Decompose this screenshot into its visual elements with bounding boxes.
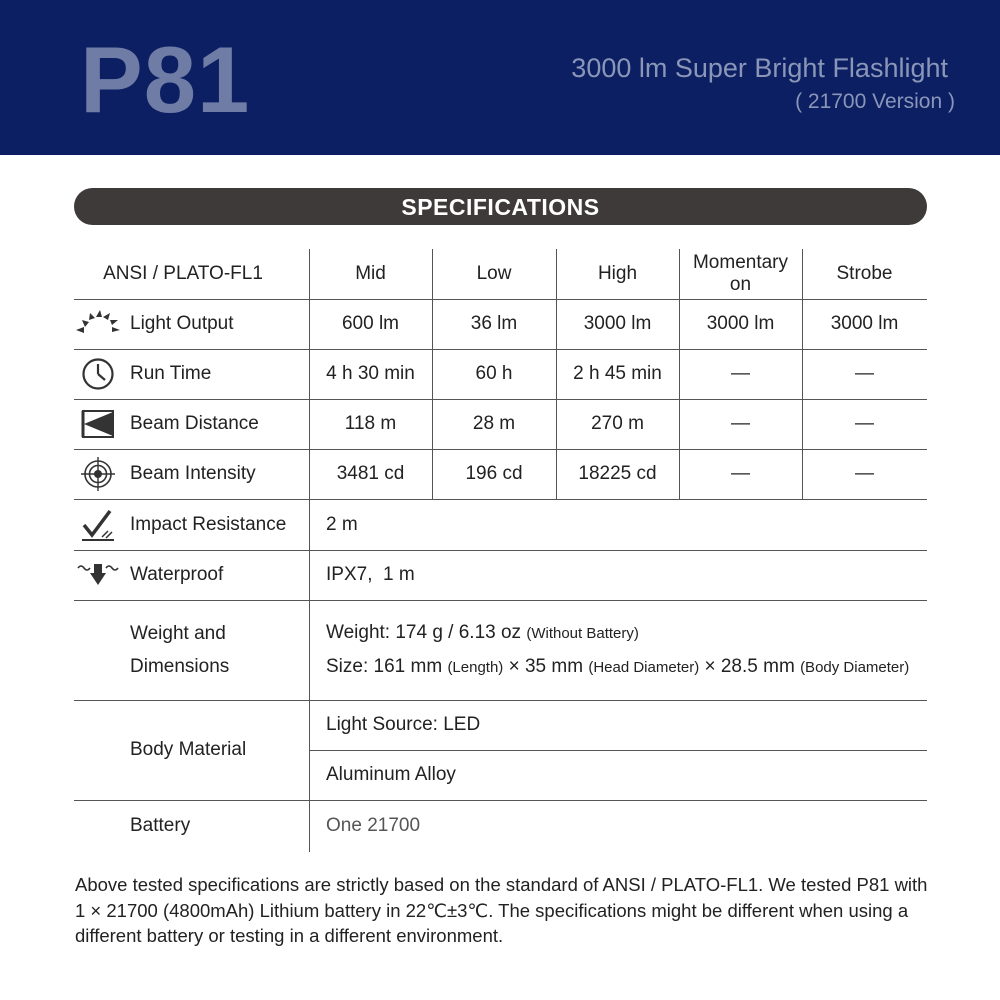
weight-note: (Without Battery) — [526, 625, 639, 642]
value-beam-intensity-strobe: — — [855, 463, 874, 484]
model-name: P81 — [80, 27, 251, 132]
size-body: × 28.5 mm — [704, 656, 795, 677]
row-label-beam-distance: Beam Distance — [130, 413, 259, 434]
row-label-body-material: Body Material — [130, 739, 247, 760]
value-light-output-mid: 600 lm — [341, 313, 400, 334]
light-output-icon — [74, 299, 122, 349]
value-battery: One 21700 — [326, 815, 421, 836]
value-waterproof: IPX7, 1 m — [326, 564, 415, 585]
section-title: SPECIFICATIONS — [74, 188, 927, 225]
header-banner — [0, 0, 1000, 155]
beam-distance-icon — [74, 399, 122, 449]
weight-label-line1: Weight and — [130, 623, 226, 644]
value-run-time-low: 60 h — [475, 363, 513, 384]
product-title: 3000 lm Super Bright Flashlight — [571, 53, 948, 83]
value-light-output-high: 3000 lm — [583, 313, 652, 334]
row-label-beam-intensity: Beam Intensity — [130, 463, 256, 484]
value-light-output-strobe: 3000 lm — [830, 313, 899, 334]
value-beam-distance-strobe: — — [855, 413, 874, 434]
value-beam-distance-high: 270 m — [591, 413, 644, 434]
impact-icon — [74, 499, 122, 550]
size-head: × 35 mm — [508, 656, 584, 677]
value-beam-distance-mid: 118 m — [344, 413, 397, 434]
column-header-low: Low — [476, 263, 512, 284]
value-beam-distance-low: 28 m — [472, 413, 516, 434]
size-length-note: (Length) — [447, 659, 504, 676]
value-run-time-high: 2 h 45 min — [573, 363, 662, 384]
product-version: ( 21700 Version ) — [795, 90, 955, 113]
clock-icon — [74, 349, 122, 399]
column-header-momentary: Momentary on — [692, 252, 789, 295]
value-beam-intensity-mid: 3481 cd — [336, 463, 405, 484]
value-run-time-strobe: — — [855, 363, 874, 384]
value-beam-intensity-momentary: — — [731, 463, 750, 484]
value-body-material: Aluminum Alloy — [326, 764, 456, 785]
value-light-output-momentary: 3000 lm — [706, 313, 775, 334]
row-label-weight-dimensions — [130, 600, 229, 700]
weight-value: Weight: 174 g / 6.13 oz — [326, 622, 522, 643]
value-beam-distance-momentary: — — [731, 413, 750, 434]
value-light-output-low: 36 lm — [470, 313, 518, 334]
size-body-note: (Body Diameter) — [800, 659, 910, 676]
value-beam-intensity-low: 196 cd — [465, 463, 523, 484]
row-label-run-time: Run Time — [130, 363, 212, 384]
spec-table — [74, 249, 927, 852]
column-header-high: High — [597, 263, 638, 284]
row-label-impact-resistance: Impact Resistance — [130, 513, 287, 535]
waterproof-icon — [74, 550, 122, 600]
column-header-strobe: Strobe — [836, 263, 893, 284]
value-run-time-mid: 4 h 30 min — [326, 363, 415, 384]
weight-label-line2: Dimensions — [130, 656, 230, 677]
row-label-battery: Battery — [130, 815, 191, 836]
footnote: Above tested specifications are strictly based on the standard of ANSI / PLATO-FL1. We tested P81 with 1 × 21700 (4800mAh) Lithium battery in 22℃±3℃. The specifications might be different when using a different battery or testing in a different environment. — [75, 874, 928, 946]
value-beam-intensity-high: 18225 cd — [578, 463, 657, 484]
row-label-waterproof: Waterproof — [130, 564, 224, 585]
value-impact-resistance: 2 m — [326, 513, 358, 535]
size-length: Size: 161 mm — [326, 656, 443, 677]
value-run-time-momentary: — — [731, 363, 750, 384]
value-weight-dimensions — [326, 600, 926, 700]
size-head-note: (Head Diameter) — [588, 659, 700, 676]
value-light-source: Light Source: LED — [326, 714, 481, 735]
target-icon — [74, 449, 122, 499]
weight-line — [326, 616, 639, 650]
column-header-mid: Mid — [355, 263, 386, 284]
column-header-standard: ANSI / PLATO-FL1 — [103, 263, 263, 284]
size-line — [326, 650, 909, 684]
row-label-light-output: Light Output — [130, 313, 234, 334]
